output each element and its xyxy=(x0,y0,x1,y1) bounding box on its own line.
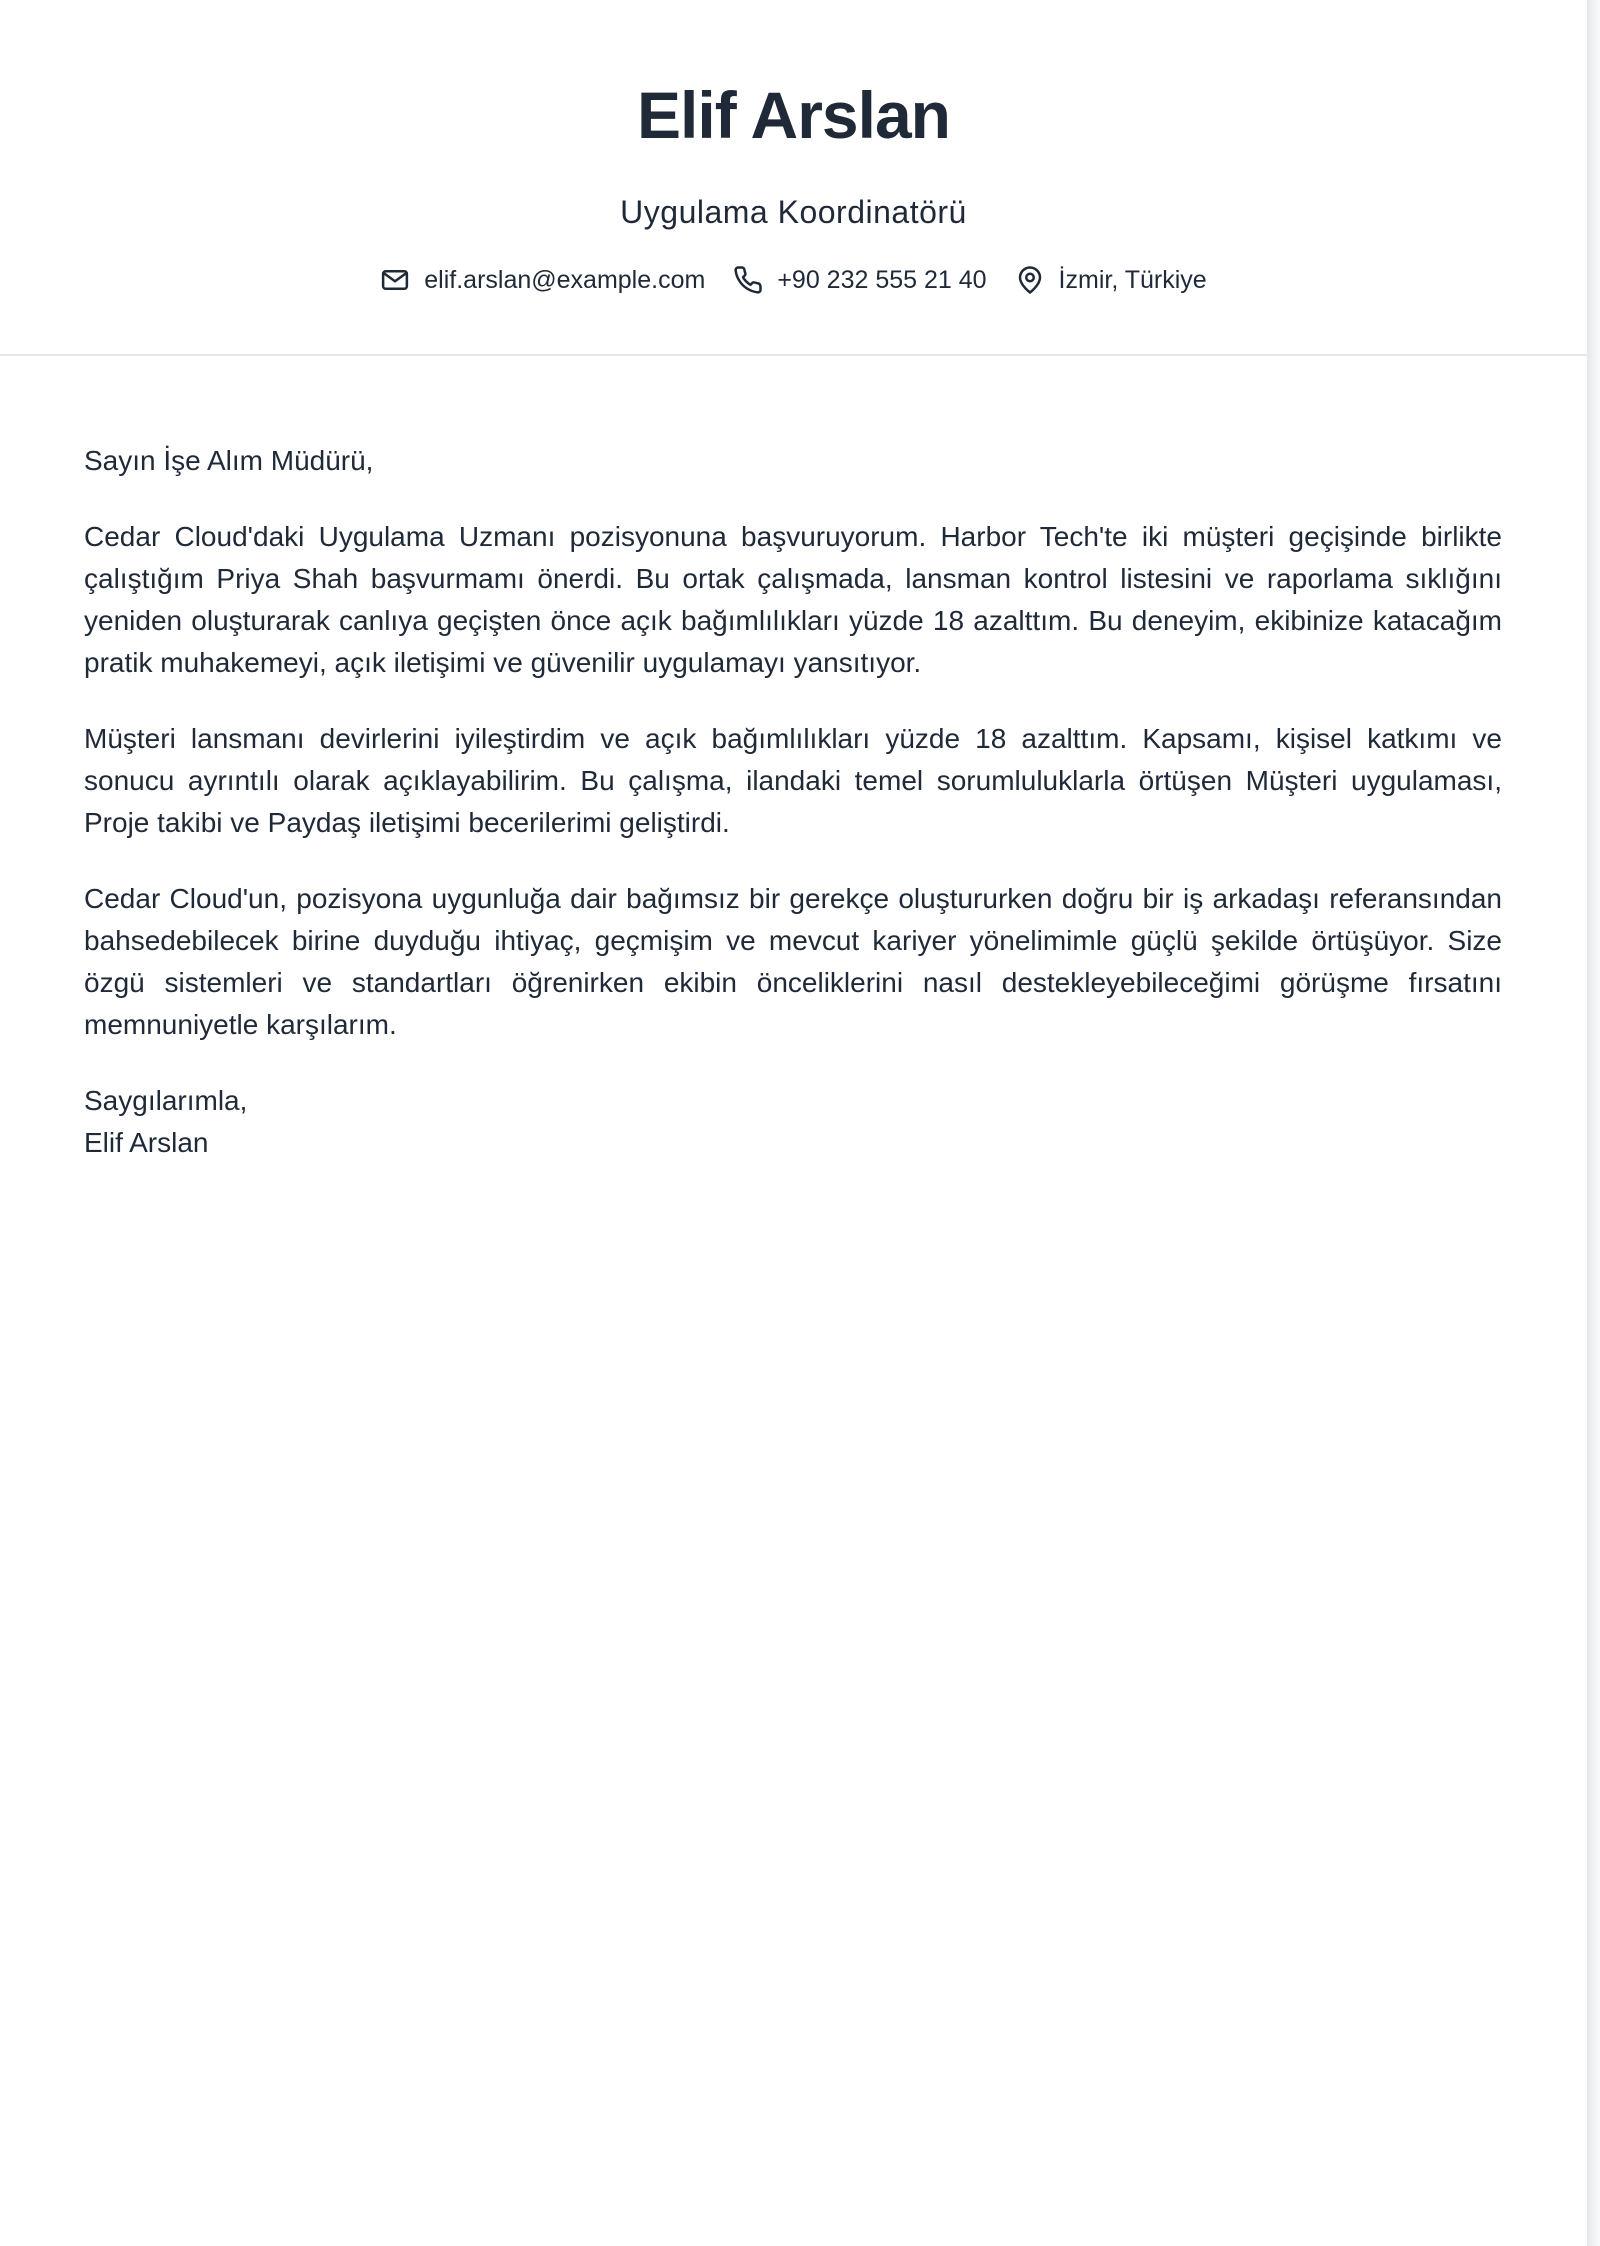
signature: Elif Arslan xyxy=(84,1127,209,1158)
salutation: Sayın İşe Alım Müdürü, xyxy=(84,445,374,476)
location-text: İzmir, Türkiye xyxy=(1058,266,1207,294)
closing-block xyxy=(84,1080,1502,1164)
page-edge-shadow xyxy=(1587,0,1600,2246)
contact-phone xyxy=(733,262,986,298)
paragraph-2: Müşteri lansmanı devirlerini iyileştirdim ve açık bağımlılıkları yüzde 18 azalttım. Kapsamı, kişisel katkımı ve sonucu ayrıntılı olarak açıklayabilirim. Bu çalışma, ilandaki temel sorumluluklarla örtüşen Müşteri uygulaması, Proje takibi ve Paydaş iletişimi becerilerimi geliştirdi. xyxy=(84,723,1502,838)
phone-text[interactable]: +90 232 555 21 40 xyxy=(777,266,987,294)
contact-info xyxy=(0,262,1587,298)
applicant-name: Elif Arslan xyxy=(637,78,950,152)
paragraph-3: Cedar Cloud'un, pozisyona uygunluğa dair bağımsız bir gerekçe oluştururken doğru bir iş arkadaşı referansından bahsedebilecek birine duyduğu ihtiyaç, geçmişim ve mevcut kariyer yönelimimle güçlü şekilde örtüşüyor. Size özgü sistemleri ve standartları öğrenirken ekibin önceliklerini nasıl destekleyebileceğimi görüşme fırsatını memnuniyetle karşılarım. xyxy=(84,883,1502,1040)
phone-icon xyxy=(733,265,763,295)
paragraph-1: Cedar Cloud'daki Uygulama Uzmanı pozisyonuna başvuruyorum. Harbor Tech'te iki müşteri geçişinde birlikte çalıştığım Priya Shah başvurmamı önerdi. Bu ortak çalışmada, lansman kontrol listesini ve raporlama sıklığını yeniden oluşturarak canlıya geçişten önce açık bağımlılıkları yüzde 18 azalttım. Bu deneyim, ekibinize katacağım pratik muhakemeyi, açık iletişimi ve güvenilir uygulamayı yansıtıyor. xyxy=(84,521,1502,678)
applicant-role: Uygulama Koordinatörü xyxy=(620,194,967,230)
location-pin-icon xyxy=(1015,265,1045,295)
letter-body xyxy=(84,440,1502,1164)
email-text[interactable]: elif.arslan@example.com xyxy=(424,266,706,294)
mail-icon xyxy=(380,265,410,295)
letter-header xyxy=(0,0,1587,356)
closing: Saygılarımla, xyxy=(84,1085,248,1116)
contact-email xyxy=(380,262,705,298)
contact-location xyxy=(1015,262,1207,298)
